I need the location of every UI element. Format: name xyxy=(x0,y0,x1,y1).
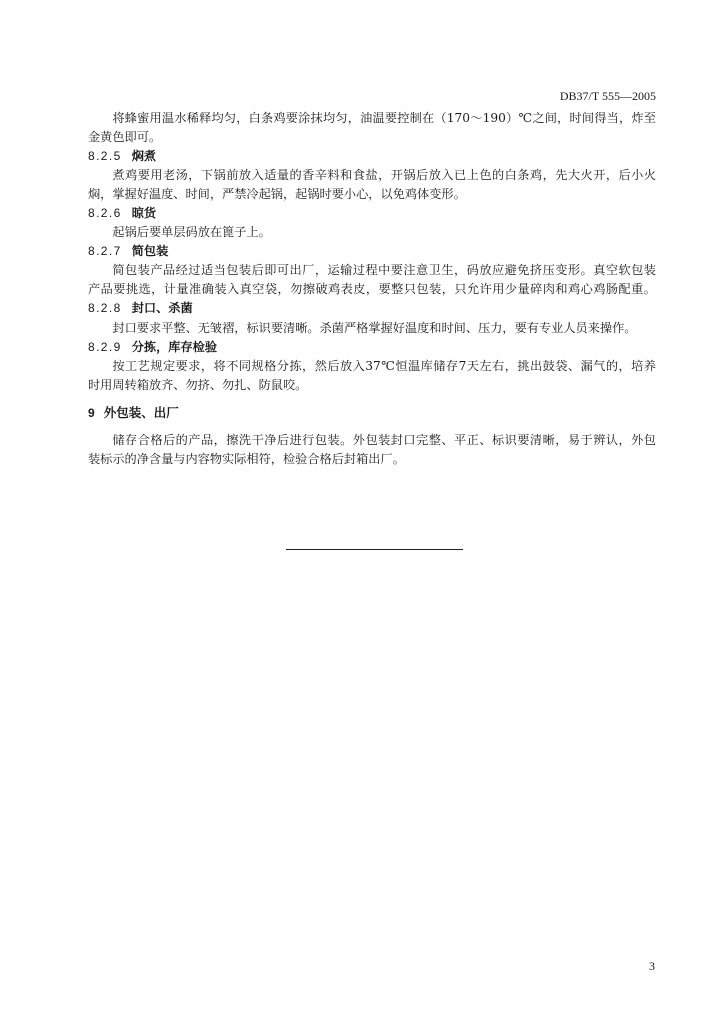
section-8-2-5 xyxy=(88,147,656,204)
section-title: 外包装、出厂 xyxy=(103,405,179,421)
document-body xyxy=(88,109,656,469)
section-9 xyxy=(88,403,656,468)
section-number: 8.2.7 xyxy=(88,244,122,259)
paragraph-line: 简包装产品经过适当包装后即可出厂，运输过程中要注意卫生，码放应避免挤压变形。真空软包装 xyxy=(112,263,656,278)
section-title: 焖煮 xyxy=(131,148,157,163)
section-8-2-7 xyxy=(88,242,656,299)
section-heading xyxy=(88,147,656,166)
paragraph-line: 时用周转箱放齐、勿挤、勿扎、防鼠咬。 xyxy=(88,377,308,392)
paragraph-line: 产品要挑选，计量准确装入真空袋，勿擦破鸡表皮，要整只包装，只允许用少量碎肉和鸡心鸡肠配重。 xyxy=(88,282,656,297)
paragraph-line: 封口要求平整、无皱褶，标识要清晰。杀菌严格掌握好温度和时间、压力，要有专业人员来操作。 xyxy=(112,320,637,335)
paragraph-line: 将蜂蜜用温水稀释均匀，白条鸡要涂抹均匀，油温要控制在（170～190）℃之间，时间得当，炸至 xyxy=(112,110,656,125)
end-of-standard-rule xyxy=(286,549,463,550)
paragraph-line: 按工艺规定要求，将不同规格分拣，然后放入37℃恒温库储存7天左右，挑出鼓袋、漏气的，培养 xyxy=(112,358,656,373)
section-heading xyxy=(88,299,656,318)
section-number: 9 xyxy=(88,406,95,421)
section-number: 8.2.6 xyxy=(88,205,122,220)
section-number: 8.2.8 xyxy=(88,301,122,316)
section-8-2-8 xyxy=(88,299,656,337)
section-title: 封口、杀菌 xyxy=(131,301,193,316)
page-number: 3 xyxy=(649,959,655,973)
section-number: 8.2.5 xyxy=(88,148,122,163)
section-heading xyxy=(88,338,656,357)
paragraph xyxy=(88,431,656,469)
paragraph-line: 储存合格后的产品，擦洗干净后进行包装。外包装封口完整、平正、标识要清晰，易于辨认，外包 xyxy=(112,432,656,447)
section-title: 简包装 xyxy=(131,244,169,259)
paragraph-line: 煮鸡要用老汤，下锅前放入适量的香辛料和食盐，开锅后放入已上色的白条鸡，先大火开，后小火 xyxy=(112,167,656,182)
paragraph-line: 起锅后要单层码放在篦子上。 xyxy=(112,225,271,240)
section-8-2-6 xyxy=(88,204,656,242)
paragraph-line: 装标示的净含量与内容物实际相符，检验合格后封箱出厂。 xyxy=(88,451,405,466)
section-heading xyxy=(88,204,656,223)
paragraph-line: 焖，掌握好温度、时间，严禁冷起锅，起锅时要小心，以免鸡体变形。 xyxy=(88,186,466,201)
paragraph-line: 金黄色即可。 xyxy=(88,129,162,144)
section-heading xyxy=(88,242,656,261)
section-heading xyxy=(88,403,656,422)
document-code-header: DB37/T 555—2005 xyxy=(559,89,656,103)
section-title: 分拣，库存检验 xyxy=(131,339,218,354)
paragraph-continuation xyxy=(88,109,656,147)
section-8-2-9 xyxy=(88,338,656,395)
section-title: 晾货 xyxy=(131,205,157,220)
section-number: 8.2.9 xyxy=(88,339,122,354)
